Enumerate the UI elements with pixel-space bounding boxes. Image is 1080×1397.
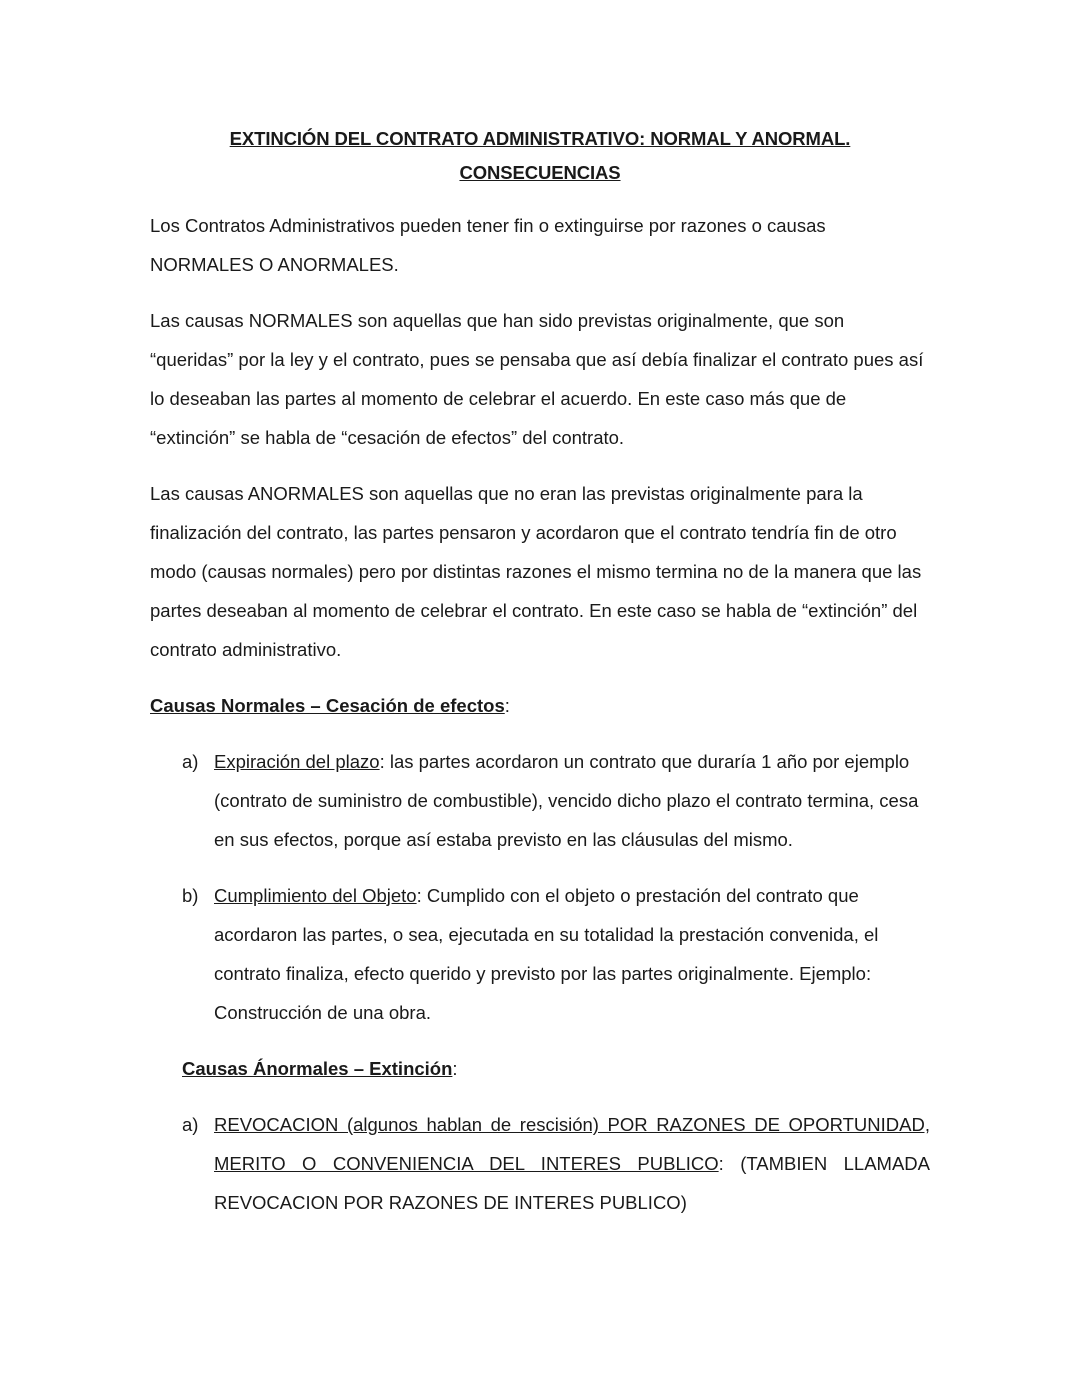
abnormal-causes-paragraph: Las causas ANORMALES son aquellas que no eran las previstas originalmente para la finalización del contrato, las partes pensaron y acordaron que el contrato tendría fin de otro modo (causas normales) pero por distintas razones el mismo termina no de la manera que las partes deseaban al momento de celebrar el contrato. En este caso se habla de “extinción” del contrato administrativo.	[150, 483, 922, 660]
list-marker: a)	[182, 751, 199, 772]
normal-causes-paragraph: Las causas NORMALES son aquellas que han sido previstas originalmente, que son “queridas” por la ley y el contrato, pues se pensaba que así debía finalizar el contrato pues así lo deseaban las partes al momento de celebrar el acuerdo. En este caso más que de “extinción” se habla de “cesación de efectos” del contrato.	[150, 310, 924, 448]
intro-paragraph: Los Contratos Administrativos pueden tener fin o extinguirse por razones o causas NORMALES O ANORMALES.	[150, 215, 826, 275]
abnormal-causes-heading	[150, 1049, 930, 1088]
document-title: EXTINCIÓN DEL CONTRATO ADMINISTRATIVO: NORMAL Y ANORMAL. CONSECUENCIAS	[229, 128, 851, 183]
list-item	[150, 876, 930, 1032]
abnormal-causes-heading-text: Causas Ánormales – Extinción	[182, 1058, 453, 1079]
list-item-term: Cumplimiento del Objeto	[214, 885, 417, 906]
document-page	[150, 122, 930, 1239]
list-marker: b)	[182, 885, 199, 906]
list-item-term: Expiración del plazo	[214, 751, 380, 772]
normal-causes-heading	[150, 686, 930, 725]
normal-causes-heading-text: Causas Normales – Cesación de efectos	[150, 695, 505, 716]
normal-causes-heading-colon: :	[504, 695, 510, 716]
list-item-text: : (TAMBIEN LLAMADA REVOCACION POR RAZONES DE INTERES PUBLICO)	[214, 1153, 930, 1213]
list-item	[150, 742, 930, 859]
abnormal-causes-heading-colon: :	[452, 1058, 458, 1079]
list-item	[150, 1105, 930, 1222]
list-item-text: : las partes acordaron un contrato que duraría 1 año por ejemplo (contrato de suministro de combustible), vencido dicho plazo el contrato termina, cesa en sus efectos, porque así estaba previsto en las cláusulas del mismo.	[214, 751, 919, 850]
list-item-text: : Cumplido con el objeto o prestación del contrato que acordaron las partes, o sea, ejecutada en su totalidad la prestación convenida, el contrato finaliza, efecto querido y previsto por las partes originalmente. Ejemplo: Construcción de una obra.	[214, 885, 879, 1023]
list-marker: a)	[182, 1114, 199, 1135]
list-item-term: REVOCACION (algunos hablan de rescisión) POR RAZONES DE OPORTUNIDAD, MERITO O CONVENIENCIA DEL INTERES PUBLICO	[214, 1114, 930, 1174]
